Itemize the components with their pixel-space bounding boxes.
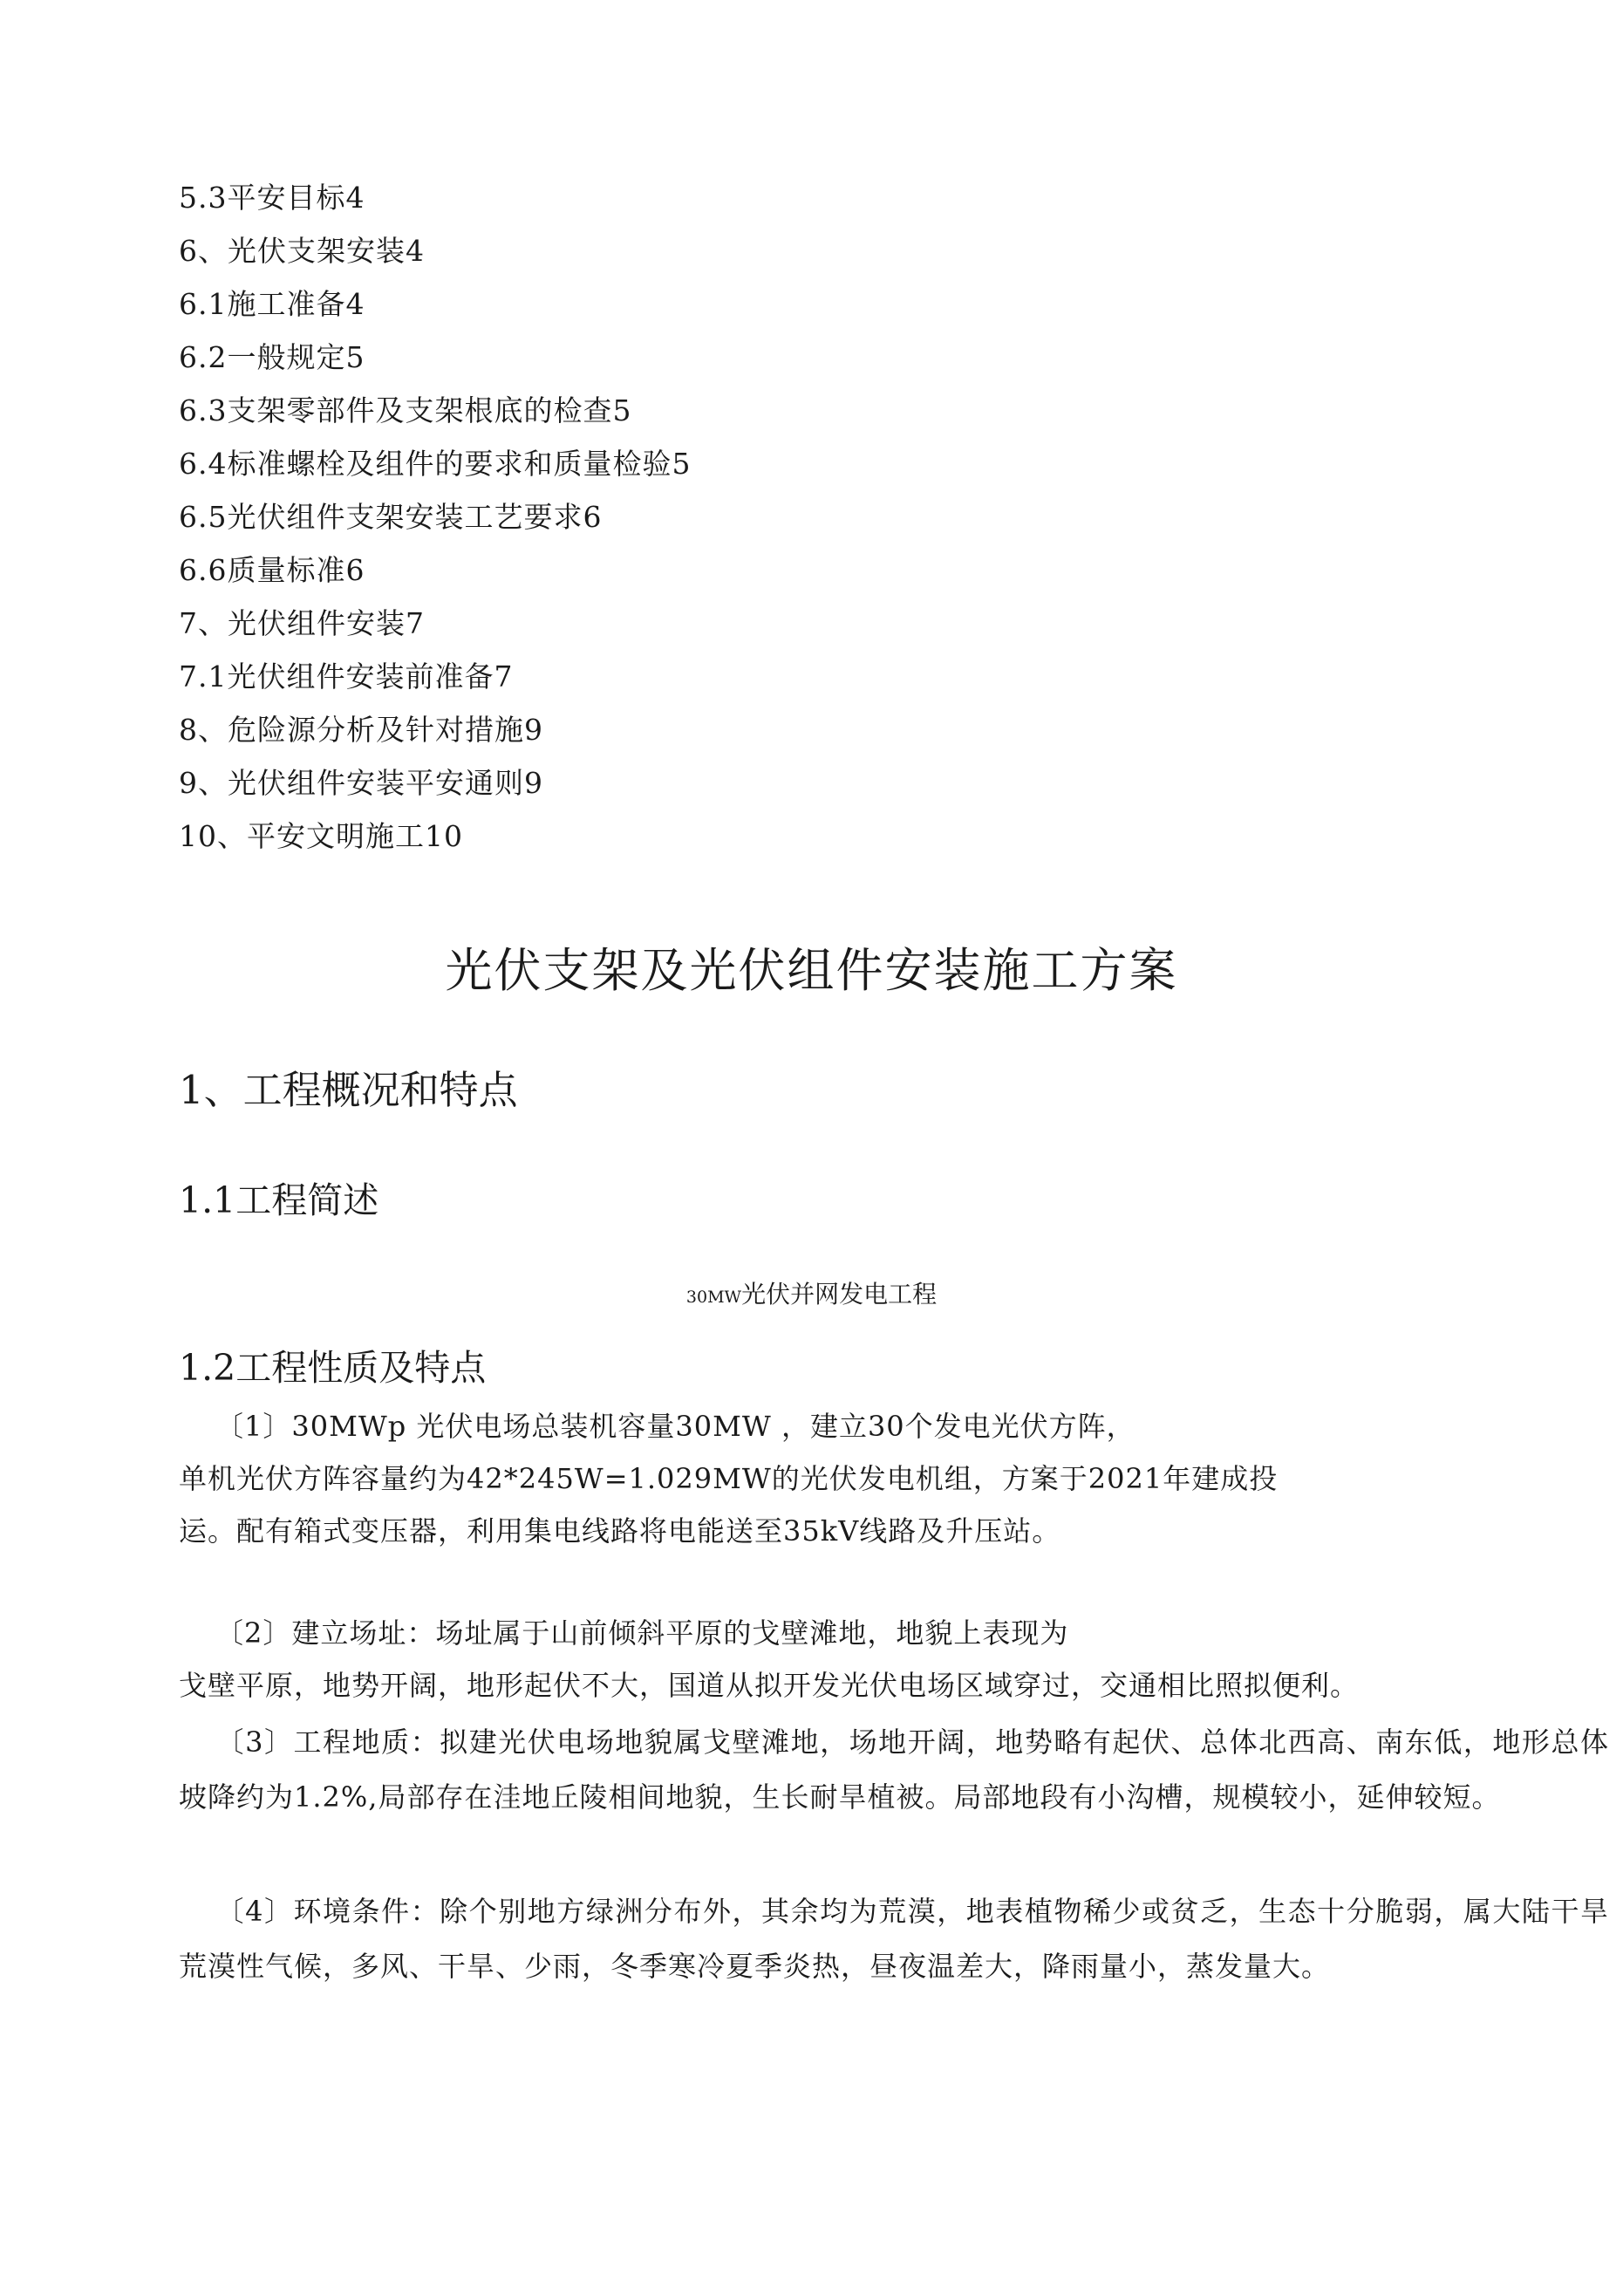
toc-item: 6.3支架零部件及支架根底的检查5 (179, 393, 632, 427)
toc-item: 6.4标准螺栓及组件的要求和质量检验5 (179, 447, 692, 481)
paragraph (179, 1884, 1609, 1994)
table-of-contents (179, 171, 1051, 863)
subsection-heading: 1.2工程性质及特点 (179, 1347, 487, 1389)
toc-item: 8、危险源分析及针对措施9 (179, 713, 543, 747)
document-title: 光伏支架及光伏组件安装施工方案 (445, 943, 1178, 998)
paragraph-line: 运。配有箱式变压器，利用集电线路将电能送至35kV线路及升压站。 (179, 1514, 1061, 1548)
paragraph-line: 戈壁平原，地势开阔，地形起伏不大，国道从拟开发光伏电场区域穿过，交通相比照拟便利。 (179, 1669, 1360, 1702)
project-name: 光伏并网发电工程 (741, 1280, 938, 1309)
toc-item: 6、光伏支架安装4 (179, 234, 425, 268)
paragraph-text: 〔4〕环境条件：除个别地方绿洲分布外，其余均为荒漠，地表植物稀少或贫乏，生态十分脆弱，属大陆干旱荒漠性气候，多风、干旱、少雨，冬季寒冷夏季炎热，昼夜温差大，降雨量小，蒸发量大。 (179, 1895, 1609, 1983)
paragraph-text: 〔3〕工程地质：拟建光伏电场地貌属戈壁滩地，场地开阔，地势略有起伏、总体北西高、南东低，地形总体坡降约为1.2%,局部存在洼地丘陵相间地貌，生长耐旱植被。局部地段有小沟槽，规模较小，延伸较短。 (179, 1725, 1609, 1814)
toc-item: 6.5光伏组件支架安装工艺要求6 (179, 500, 603, 534)
paragraph-line: 单机光伏方阵容量约为42*245W=1.029MW的光伏发电机组，方案于2021年建成投 (179, 1462, 1279, 1495)
toc-item: 9、光伏组件安装平安通则9 (179, 766, 543, 800)
paragraph (179, 1400, 1609, 1557)
toc-item: 6.1施工准备4 (179, 287, 365, 321)
paragraph-line: 〔1〕30MWp 光伏电场总装机容量30MW ，建立30个发电光伏方阵， (215, 1410, 1135, 1443)
toc-item: 5.3平安目标4 (179, 181, 365, 215)
subsection-heading: 1.1工程简述 (179, 1179, 379, 1221)
project-capacity: 30MW (685, 1288, 742, 1307)
toc-item: 10、平安文明施工10 (179, 819, 463, 853)
toc-item: 6.2一般规定5 (179, 340, 365, 374)
toc-item: 6.6质量标准6 (179, 553, 365, 587)
paragraph (179, 1607, 1609, 1712)
toc-item: 7.1光伏组件安装前准备7 (179, 659, 514, 694)
toc-item: 7、光伏组件安装7 (179, 606, 425, 640)
paragraph (179, 1715, 1609, 1825)
paragraph-line: 〔2〕建立场址：场址属于山前倾斜平原的戈壁滩地，地貌上表现为 (215, 1616, 1069, 1650)
section-heading: 1、工程概况和特点 (179, 1067, 518, 1113)
project-name-line (0, 1277, 1623, 1315)
